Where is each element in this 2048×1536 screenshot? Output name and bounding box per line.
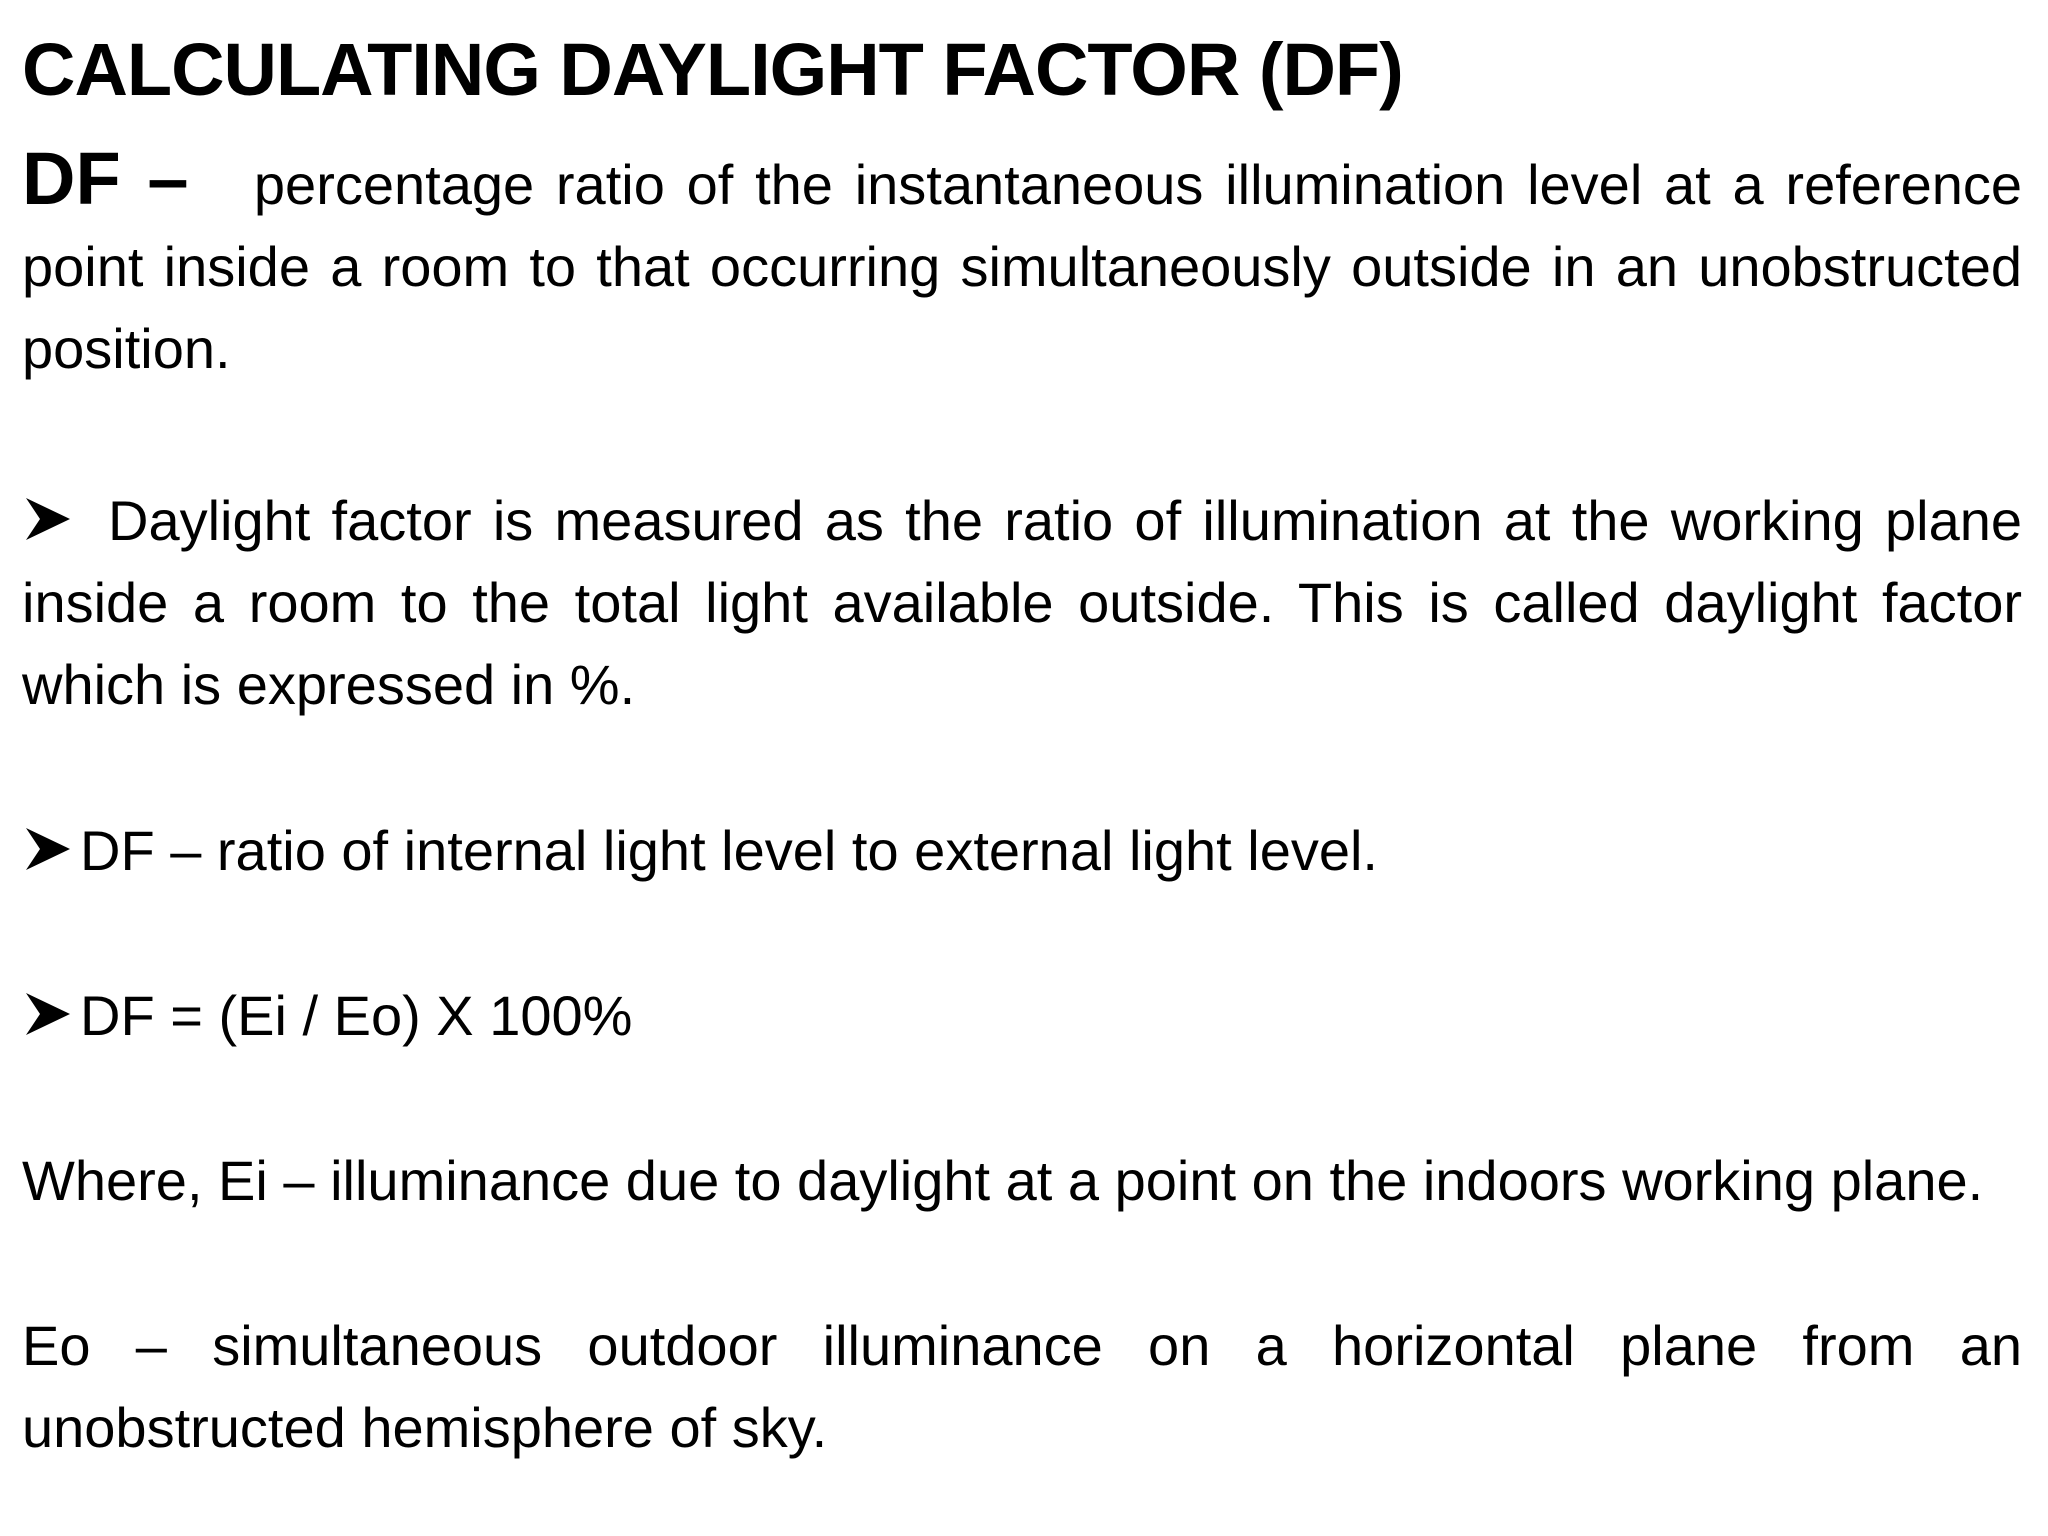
- bullet-item: [22, 480, 2022, 726]
- arrowhead-bullet-icon: [22, 824, 74, 874]
- definition-term: DF –: [22, 137, 189, 220]
- bullet-text: Daylight factor is measured as the ratio of illumination at the working plane inside a room to the total light available outside. This is called daylight factor which is expressed in %.: [22, 489, 2022, 716]
- definition-paragraph: [22, 138, 2022, 390]
- formula-text: DF = (Ei / Eo) X 100%: [80, 984, 633, 1047]
- where-eo-paragraph: Eo – simultaneous outdoor illuminance on a horizontal plane from an unobstructed hemisphere of sky.: [22, 1314, 2022, 1459]
- bullet-text: DF – ratio of internal light level to external light level.: [80, 819, 1378, 882]
- bullet-item: [22, 810, 2022, 892]
- arrowhead-bullet-icon: [22, 989, 74, 1039]
- where-ei-paragraph: Where, Ei – illuminance due to daylight at a point on the indoors working plane.: [22, 1149, 1984, 1212]
- slide: [22, 0, 2022, 1536]
- bullet-item: [22, 975, 2022, 1057]
- arrowhead-bullet-icon: [22, 494, 74, 544]
- definition-text: percentage ratio of the instantaneous illumination level at a reference point inside a room to that occurring simultaneously outside in an unobstructed position.: [22, 153, 2023, 380]
- slide-title: CALCULATING DAYLIGHT FACTOR (DF): [22, 28, 1403, 111]
